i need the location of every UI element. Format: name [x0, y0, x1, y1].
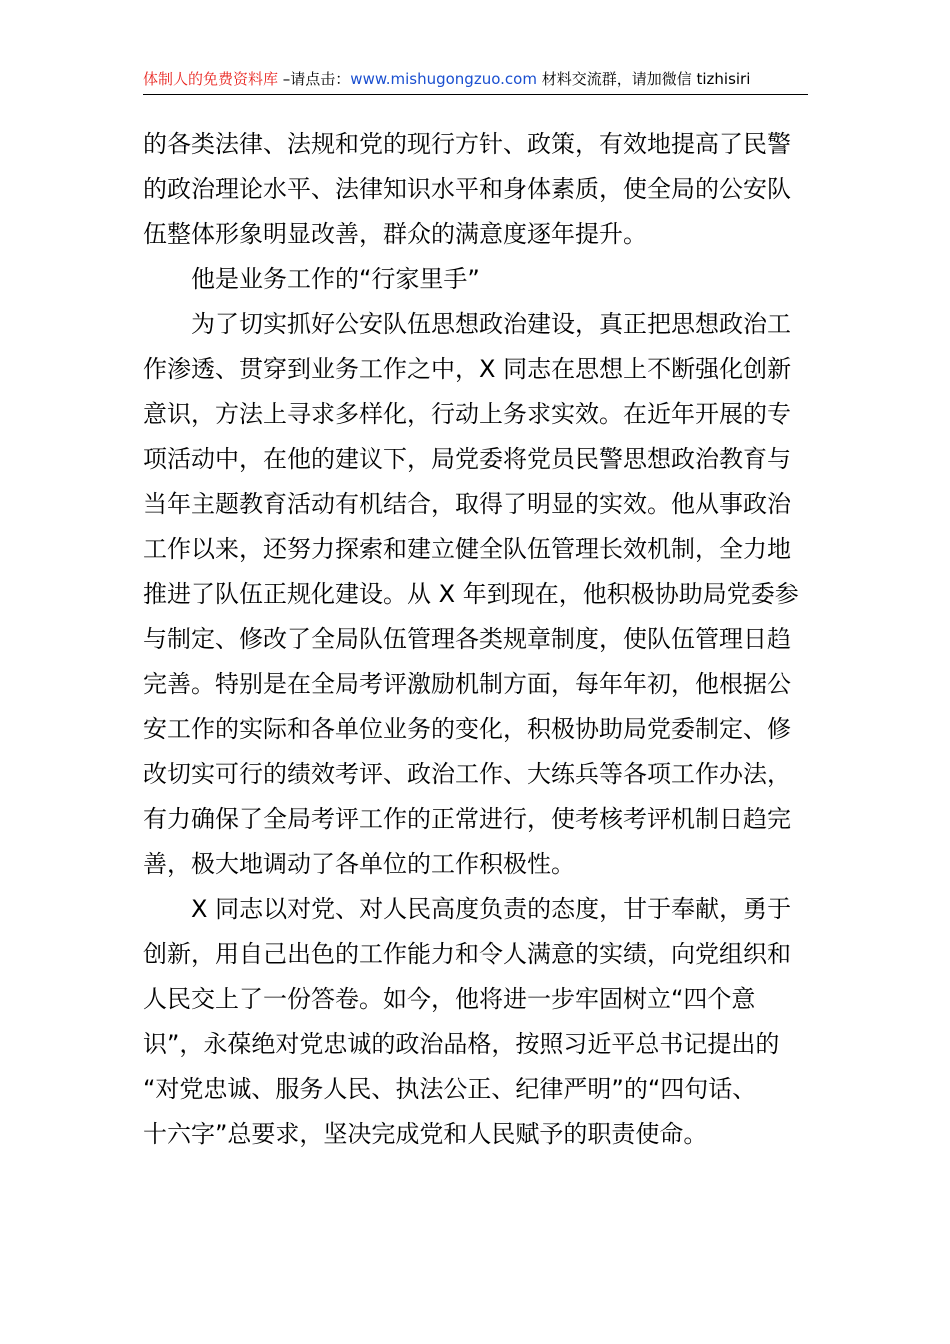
text-line: 意识，方法上寻求多样化，行动上务求实效。在近年开展的专 — [143, 400, 791, 428]
page-header — [143, 68, 808, 95]
text-line: 识”，永葆绝对党忠诚的政治品格，按照习近平总书记提出的 — [143, 1030, 780, 1058]
text-line: 善，极大地调动了各单位的工作积极性。 — [143, 850, 575, 878]
header-brand: 体制人的免费资料库 — [143, 70, 279, 88]
text-line: 改切实可行的绩效考评、政治工作、大练兵等各项工作办法， — [143, 760, 791, 788]
header-tail: 材料交流群，请加微信 tizhisiri — [536, 70, 751, 88]
text-line: 安工作的实际和各单位业务的变化，积极协助局党委制定、修 — [143, 715, 791, 743]
text-line: 人民交上了一份答卷。如今，他将进一步牢固树立“四个意 — [143, 985, 756, 1013]
text-line: “对党忠诚、服务人民、执法公正、纪律严明”的“四句话、 — [143, 1075, 757, 1103]
text-line: 工作以来，还努力探索和建立健全队伍管理长效机制，全力地 — [143, 535, 791, 563]
text-line: 伍整体形象明显改善，群众的满意度逐年提升。 — [143, 220, 647, 248]
text-line: 的各类法律、法规和党的现行方针、政策，有效地提高了民警 — [143, 130, 791, 158]
text-line: 十六字”总要求，坚决完成党和人民赋予的职责使命。 — [143, 1120, 708, 1148]
header-link[interactable]: www.mishugongzuo.com — [350, 70, 537, 88]
text-line: 有力确保了全局考评工作的正常进行，使考核考评机制日趋完 — [143, 805, 791, 833]
text-line: 作渗透、贯穿到业务工作之中，X 同志在思想上不断强化创新 — [143, 355, 792, 383]
text-line: X 同志以对党、对人民高度负责的态度，甘于奉献，勇于 — [191, 895, 792, 923]
section-heading: 他是业务工作的“行家里手” — [191, 265, 480, 293]
text-line: 创新，用自己出色的工作能力和令人满意的实绩，向党组织和 — [143, 940, 791, 968]
text-line: 与制定、修改了全局队伍管理各类规章制度，使队伍管理日趋 — [143, 625, 791, 653]
text-line: 项活动中，在他的建议下，局党委将党员民警思想政治教育与 — [143, 445, 791, 473]
text-line: 为了切实抓好公安队伍思想政治建设，真正把思想政治工 — [191, 310, 791, 338]
document-body — [143, 122, 811, 1157]
text-line: 完善。特别是在全局考评激励机制方面，每年年初，他根据公 — [143, 670, 791, 698]
header-separator: –请点击： — [278, 70, 351, 88]
text-line: 推进了队伍正规化建设。从 X 年到现在，他积极协助局党委参 — [143, 580, 799, 608]
text-line: 的政治理论水平、法律知识水平和身体素质，使全局的公安队 — [143, 175, 791, 203]
text-line: 当年主题教育活动有机结合，取得了明显的实效。他从事政治 — [143, 490, 791, 518]
